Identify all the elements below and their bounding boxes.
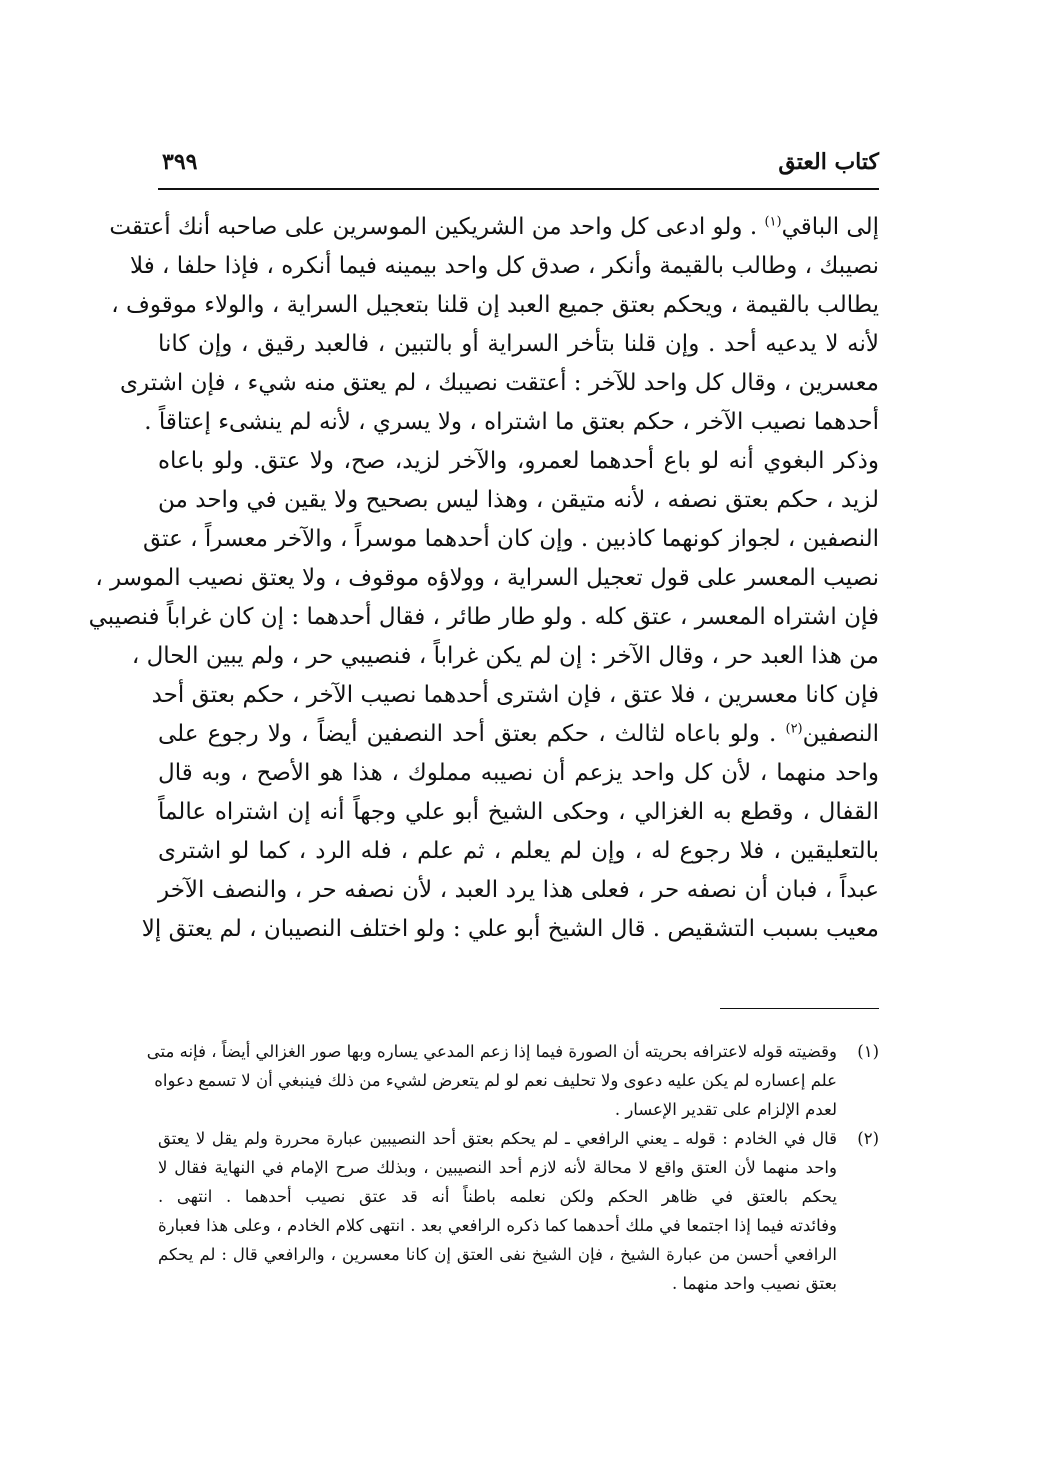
text-line: من هذا العبد حر ، وقال الآخر : إن لم يكن غراباً ، فنصيبي حر ، ولم يبين الحال ، [131, 643, 879, 669]
footnote-line: بعتق نصيب واحد منهما . [672, 1274, 837, 1293]
footnote-separator [720, 1008, 879, 1009]
footnote-line [158, 1124, 879, 1153]
footnote-text: وقضيته قوله لاعترافه بحريته أن الصورة فيما إذا زعم المدعي يساره وبها صور الغزالي أيضاً ، فإنه متى [146, 1042, 837, 1061]
header-rule [158, 188, 879, 190]
text-line: لزيد ، حكم بعتق نصفه ، لأنه متيقن ، وهذا ليس بصحيح ولا يقين في واحد من [158, 487, 879, 513]
text-line: إلى الباقي$^{(١)}$ . ولو ادعى كل واحد من الشريكين الموسرين على صاحبه أنك أعتقت [109, 214, 879, 240]
text-line: القفال ، وقطع به الغزالي ، وحكى الشيخ أبو علي وجهاً أنه إن اشتراه عالماً [158, 799, 879, 825]
text-line: نصيب المعسر على قول تعجيل السراية ، وولاؤه موقوف ، ولا يعتق نصيب الموسر ، [95, 565, 879, 591]
footnote-line: علم إعساره لم يكن عليه دعوى ولا تحليف نعم لو لم يتعرض لشيء من ذلك فينبغي أن لا تسمع دعواه [154, 1071, 837, 1090]
text-line: لأنه لا يدعيه أحد . وإن قلنا بتأخر السراية أو بالتبين ، فالعبد رقيق ، وإن كانا [158, 331, 879, 357]
text-line: معسرين ، وقال كل واحد للآخر : أعتقت نصيبك ، لم يعتق منه شيء ، فإن اشترى [120, 370, 879, 396]
footnote-text: قال في الخادم : قوله ـ يعني الرافعي ـ لم يحكم بعتق أحد النصيبين عبارة محررة ولم يقل لا يعتق [158, 1129, 837, 1148]
text-line: يطالب بالقيمة ، ويحكم بعتق جميع العبد إن قلنا بتعجيل السراية ، والولاء موقوف ، [111, 292, 879, 318]
text-line: معيب بسبب التشقيص . قال الشيخ أبو علي : ولو اختلف النصيبان ، لم يعتق إلا [141, 916, 879, 942]
footnote-line: الرافعي أحسن من عبارة الشيخ ، فإن الشيخ نفى العتق إن كانا معسرين ، والرافعي قال : لم يحكم [158, 1245, 837, 1264]
text-line: فإن كانا معسرين ، فلا عتق ، فإن اشترى أحدهما نصيب الآخر ، حكم بعتق أحد [151, 682, 879, 708]
text-line: واحد منهما ، لأن كل واحد يزعم أن نصيبه مملوك ، هذا هو الأصح ، وبه قال [158, 760, 879, 786]
footnote-line: لعدم الإلزام على تقدير الإعسار . [614, 1100, 837, 1119]
footnote-2 [158, 1124, 879, 1298]
footnote-line: يحكم بالعتق في ظاهر الحكم ولكن نعلمه باطناً أنه قد عتق نصيب أحدهما . انتهى . [158, 1187, 837, 1206]
text-line: النصفين$^{(٢)}$ . ولو باعاه لثالث ، حكم بعتق أحد النصفين أيضاً ، ولا رجوع على [158, 721, 879, 747]
footnote-marker: (٢) [857, 1129, 879, 1148]
footnote-reference: (١) [764, 214, 782, 230]
page-header [158, 142, 879, 190]
page-number: ٣٩٩ [162, 149, 198, 175]
footnotes [146, 1037, 879, 1298]
text-line: عبداً ، فبان أن نصفه حر ، فعلى هذا يرد العبد ، لأن نصفه حر ، والنصف الآخر [158, 877, 879, 903]
text-line: بالتعليقين ، فلا رجوع له ، وإن لم يعلم ، ثم علم ، فله الرد ، كما لو اشترى [158, 838, 879, 864]
footnote-line: وفائدته فيما إذا اجتمعا في ملك أحدهما كما ذكره الرافعي بعد . انتهى كلام الخادم ، وعلى هذا فعبارة [158, 1216, 837, 1235]
footnote-line [146, 1037, 879, 1066]
footnote-reference: (٢) [785, 721, 803, 737]
running-title: كتاب العتق [778, 149, 879, 175]
footnote-line: واحد منهما لأن العتق واقع لا محالة لأنه لازم أحد النصيبين ، وبذلك صرح الإمام في النهاية فقال لا [158, 1158, 837, 1177]
text-line: أحدهما نصيب الآخر ، حكم بعتق ما اشتراه ، ولا يسري ، لأنه لم ينشىء إعتاقاً . [144, 409, 879, 435]
text-line: فإن اشتراه المعسر ، عتق كله . ولو طار طائر ، فقال أحدهما : إن كان غراباً فنصيبي [88, 604, 879, 630]
main-text [88, 208, 879, 949]
footnote-marker: (١) [857, 1042, 879, 1061]
footnote-1 [146, 1037, 879, 1124]
text-line: وذكر البغوي أنه لو باع أحدهما لعمرو، والآخر لزيد، صح، ولا عتق. ولو باعاه [158, 448, 879, 474]
text-line: نصيبك ، وطالب بالقيمة وأنكر ، صدق كل واحد بيمينه فيما أنكره ، فإذا حلفا ، فلا [130, 253, 879, 279]
text-line: النصفين ، لجواز كونهما كاذبين . وإن كان أحدهما موسراً ، والآخر معسراً ، عتق [142, 526, 879, 552]
